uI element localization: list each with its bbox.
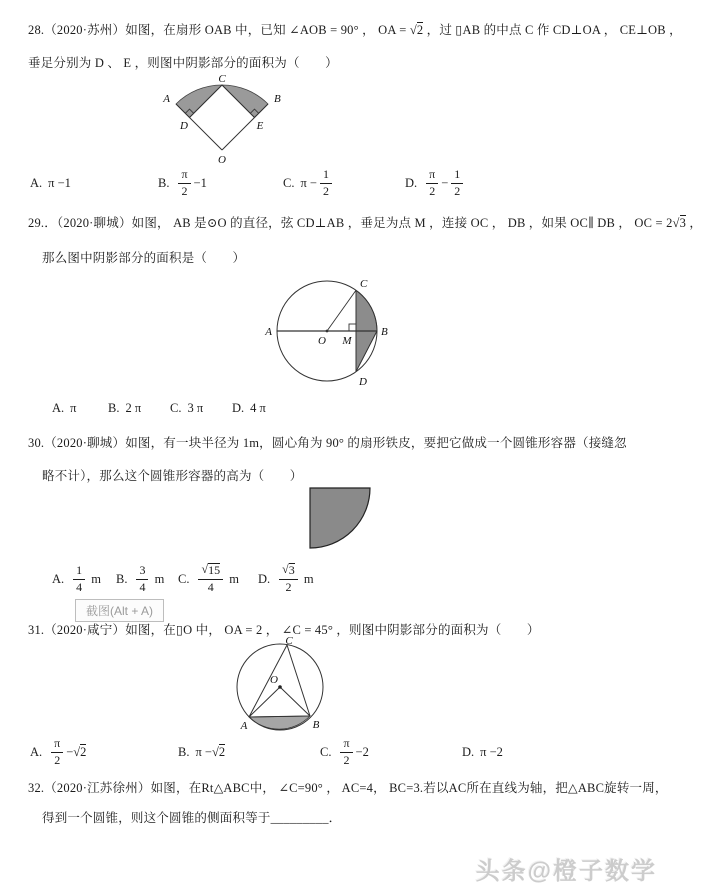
- choice-label: A.: [52, 401, 65, 415]
- label-a: A: [163, 93, 170, 105]
- choice-value: √ 3 2 m: [276, 563, 313, 595]
- choice-label: D.: [462, 744, 475, 759]
- problem-30-line1: 30.（2020·聊城）如图，有一块半径为 1m，圆心角为 90° 的扇形铁皮，要把它做成一个圆锥形容器（接缝忽: [28, 436, 627, 450]
- choice-29-d: [232, 401, 266, 416]
- choice-28-c: [283, 166, 335, 200]
- choice-value: π −1: [48, 175, 71, 190]
- triangle-and-radii: [249, 645, 310, 717]
- label-o: O: [270, 674, 278, 686]
- choice-label: A.: [30, 744, 43, 759]
- choice-28-a: [30, 166, 71, 200]
- choice-29-c: [170, 401, 203, 416]
- choice-28-b: [158, 166, 207, 200]
- label-b: B: [312, 719, 320, 731]
- label-a: A: [240, 720, 248, 732]
- choice-value: 2 π: [125, 401, 142, 415]
- choice-28-d: [405, 166, 466, 200]
- choice-value: 4 π: [250, 401, 266, 415]
- label-c: C: [360, 278, 368, 290]
- figure-28-sector: [158, 73, 292, 168]
- radius-oc: [327, 290, 356, 331]
- problem-30-line2: 略不计），那么这个圆锥形容器的高为（ ）: [42, 469, 303, 483]
- choice-31-b: [178, 734, 225, 770]
- choice-value: $\frac{3}{4}$ m: [133, 564, 164, 595]
- watermark: 头条@橙子数学: [475, 858, 657, 885]
- choice-value: $\frac{\pi}{2}$ − $\frac{1}{2}$: [423, 168, 466, 199]
- problem-31-line1: 31.（2020·咸宁）如图，在▯O 中， OA = 2 ， ∠C = 45° ，则图中阴影部分的面积为（ ）: [28, 623, 540, 637]
- choice-label: B.: [178, 744, 190, 759]
- choice-30-c: [178, 558, 239, 600]
- choice-value: $\frac{\pi}{2}$ −1: [175, 168, 206, 199]
- label-c: C: [218, 73, 226, 85]
- choice-label: C.: [178, 571, 190, 586]
- choice-value: π − $\frac{1}{2}$: [300, 168, 335, 199]
- choice-31-d: [462, 734, 503, 770]
- label-d: D: [180, 120, 188, 132]
- shaded-region-right: [222, 85, 268, 118]
- problem-32-line2: 得到一个圆锥，则这个圆锥的侧面积等于_________．: [42, 811, 342, 825]
- center-dot: [278, 685, 282, 689]
- choice-29-b: [108, 401, 141, 416]
- problem-32-line1: 32.（2020·江苏徐州）如图，在Rt△ABC中， ∠C=90° ， AC=4， BC=3.若以AC所在直线为轴，把△ABC旋转一周，: [28, 781, 668, 795]
- choice-value: $\frac{1}{4}$ m: [70, 564, 101, 595]
- label-c: C: [285, 635, 293, 647]
- choice-value: 3 π: [187, 401, 204, 415]
- choice-label: B.: [108, 401, 120, 415]
- screenshot-tooltip: 截图(Alt + A): [75, 599, 164, 622]
- choice-31-a: [30, 734, 86, 770]
- choice-29-a: [52, 401, 76, 416]
- choice-value: $\frac{\pi}{2}$ −√2: [48, 737, 86, 768]
- choice-label: D.: [258, 571, 271, 586]
- label-e: E: [256, 120, 264, 132]
- center-dot: [326, 330, 329, 333]
- label-a: A: [265, 326, 272, 338]
- problem-28-line2: 垂足分别为 D 、 E ，则图中阴影部分的面积为（ ）: [28, 56, 338, 70]
- choice-label: A.: [52, 571, 65, 586]
- problem-29-line1: 29.．（2020·聊城）如图， AB 是⊙O 的直径，弦 CD⊥AB ，垂足为点 M ，连接 OC ， DB ，如果 OC∥ DB ， OC = 2√3 ，: [28, 216, 702, 230]
- shaded-quarter-disc: [310, 488, 370, 548]
- shaded-region-left: [176, 85, 222, 118]
- choice-label: D.: [232, 401, 245, 415]
- shaded-segment: [249, 716, 310, 729]
- right-angle-mark-m: [349, 324, 356, 331]
- figure-30-quarter-sector: [305, 483, 383, 558]
- problem-29-line2: 那么图中阴影部分的面积是（ ）: [42, 251, 246, 265]
- label-b: B: [381, 326, 388, 338]
- choice-value: √ 15 4 m: [195, 563, 238, 595]
- choice-value: π −√2: [195, 744, 226, 759]
- label-o: O: [218, 154, 226, 166]
- choice-label: C.: [320, 744, 332, 759]
- label-m: M: [342, 335, 352, 347]
- choice-label: C.: [170, 401, 182, 415]
- choice-30-a: [52, 558, 101, 600]
- choice-label: B.: [158, 175, 170, 190]
- figure-29-circle: [262, 275, 397, 390]
- choice-value: π −2: [480, 744, 503, 759]
- figure-31-circle: [230, 635, 342, 738]
- label-b: B: [274, 93, 281, 105]
- choice-30-d: [258, 558, 314, 600]
- choice-label: C.: [283, 175, 295, 190]
- choice-31-c: [320, 734, 369, 770]
- choice-label: A.: [30, 175, 43, 190]
- choice-value: π: [70, 401, 77, 415]
- label-o: O: [318, 335, 326, 347]
- choice-label: B.: [116, 571, 128, 586]
- label-d: D: [359, 376, 367, 388]
- choice-value: $\frac{\pi}{2}$ −2: [337, 737, 368, 768]
- problem-28-line1: 28.（2020·苏州）如图，在扇形 OAB 中，已知 ∠AOB = 90° ， OA = √2 ，过 ▯AB 的中点 C 作 CD⊥OA ， CE⊥OB ，: [28, 23, 682, 37]
- choice-30-b: [116, 558, 164, 600]
- choice-label: D.: [405, 175, 418, 190]
